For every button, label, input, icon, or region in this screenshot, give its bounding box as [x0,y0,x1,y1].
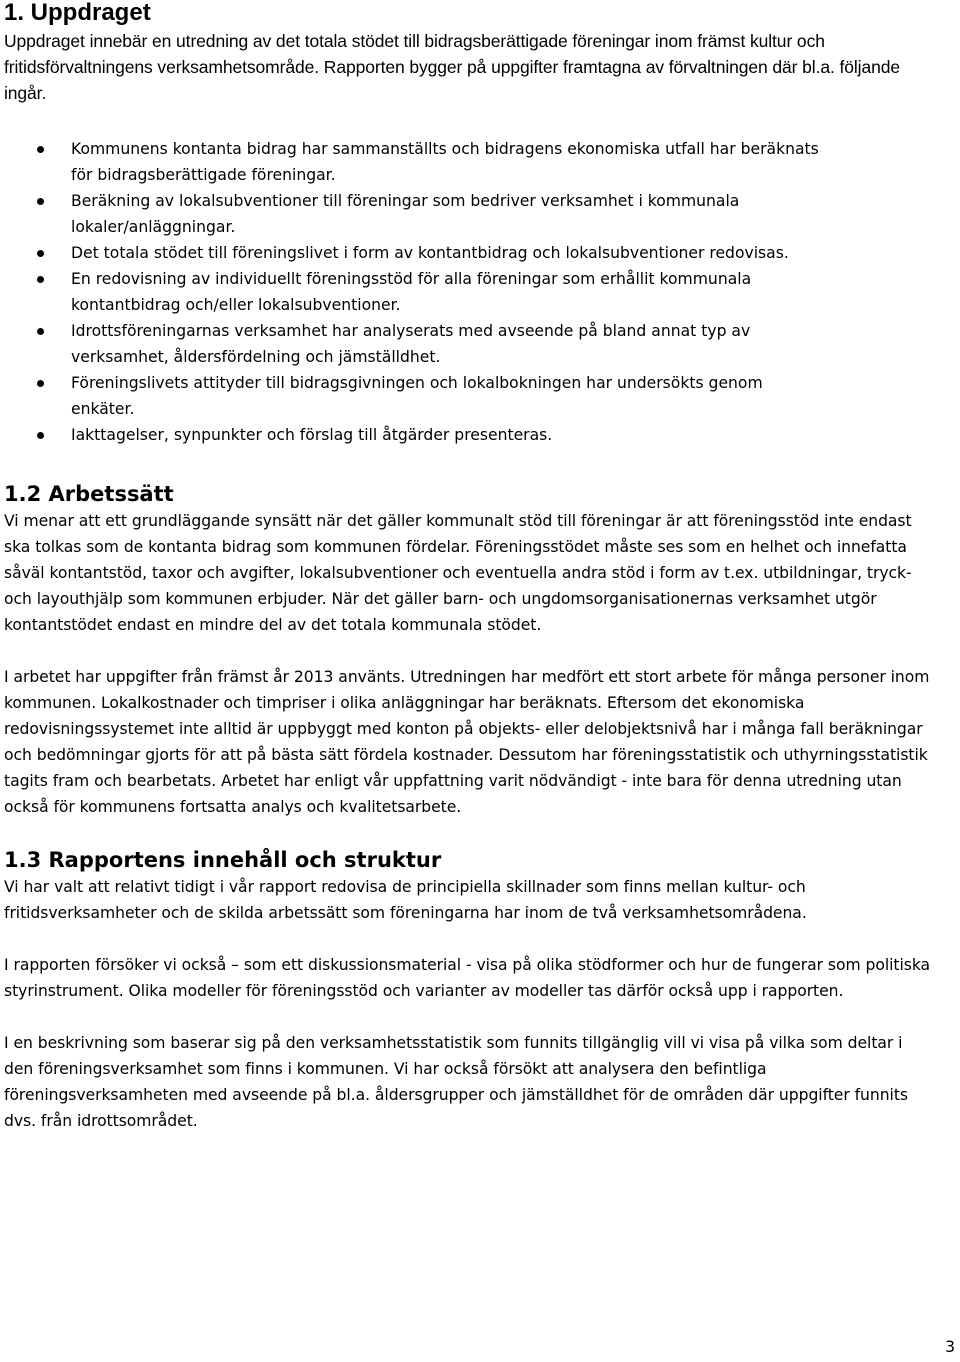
list-item-text: Föreningslivets attityder till bidragsgivningen och lokalbokningen har undersökts genom enkäter. [71,374,763,418]
section-heading-arbetssatt [4,480,934,508]
body-paragraph: I arbetet har uppgifter från främst år 2013 använts. Utredningen har medfört ett stort arbete för många personer inom kommunen. Lokalkostnader och timpriser i olika anläggningar har beräknats. Eftersom det ekonomiska redovisningssystemet inte alltid är uppbyggt med konton på objekts- eller delobjektsnivå har i många fall beräkningar och bedömningar gjorts för att på bästa sätt fördela kostnader. Dessutom har föreningsstatistik och uthyrningsstatistik tagits fram och bearbetats. Arbetet har enligt vår uppfattning varit nödvändigt - inte bara för denna utredning utan också för kommunens fortsatta analys och kvalitetsarbete. [4,668,930,816]
section-title: Arbetssätt [48,482,174,506]
list-item-text: Iakttagelser, synpunkter och förslag till åtgärder presenteras. [71,426,553,444]
bullet-icon [37,146,44,153]
section-title: Rapportens innehåll och struktur [48,848,442,872]
section-number: 1.3 [4,848,42,872]
page-number: 3 [945,1338,955,1356]
body-paragraph: Vi har valt att relativt tidigt i vår rapport redovisa de principiella skillnader som finns mellan kultur- och fritidsverksamheter och de skilda arbetssätt som föreningarna har inom de två verksamhetsområdena. [4,878,807,922]
list-item [4,422,934,448]
bullet-icon [37,328,44,335]
list-item [4,188,934,240]
intro-paragraph: Uppdraget innebär en utredning av det totala stödet till bidragsberättigade föreningar inom främst kultur och fritidsförvaltningens verksamhetsområde. Rapporten bygger på uppgifter framtagna av förvaltningen där bl.a. följande ingår. [4,31,900,103]
section-heading-rapportens-innehall [4,846,934,874]
section-body-rapportens-innehall [4,874,934,1134]
list-item [4,136,934,188]
body-paragraph: Vi menar att ett grundläggande synsätt när det gäller kommunalt stöd till föreningar är att föreningsstöd inte endast ska tolkas som de kontanta bidrag som kommunen fördelar. Föreningsstödet måste ses som en helhet och innefatta såväl kontantstöd, taxor och avgifter, lokalsubventioner och eventuella andra stöd i form av t.ex. utbildningar, tryck- och layouthjälp som kommunen erbjuder. När det gäller barn- och ungdomsorganisationernas verksamhet utgör kontantstödet endast en mindre del av det totala kommunala stödet. [4,512,912,634]
bullet-icon [37,380,44,387]
list-item-text: Idrottsföreningarnas verksamhet har analyserats med avseende på bland annat typ av verksamhet, åldersfördelning och jämställdhet. [71,322,751,366]
section-heading-uppdraget: 1. Uppdraget [4,0,151,26]
list-item [4,240,934,266]
bullet-icon [37,198,44,205]
body-paragraph: I en beskrivning som baserar sig på den verksamhetsstatistik som funnits tillgänglig vill vi visa på vilka som deltar i den föreningsverksamhet som finns i kommunen. Vi har också försökt att analysera den befintliga föreningsverksamheten med avseende på bl.a. åldersgrupper och jämställdhet för de områden där uppgifter funnits dvs. från idrottsområdet. [4,1034,908,1130]
document-page [4,0,934,1134]
section-body-arbetssatt [4,508,934,820]
list-item-text: Beräkning av lokalsubventioner till föreningar som bedriver verksamhet i kommunala lokaler/anläggningar. [71,192,740,236]
list-item [4,266,934,318]
list-item [4,370,934,422]
section-number: 1.2 [4,482,42,506]
bullet-icon [37,432,44,439]
list-item-text: En redovisning av individuellt föreningsstöd för alla föreningar som erhållit kommunala kontantbidrag och/eller lokalsubventioner. [71,270,752,314]
list-item [4,318,934,370]
task-bullet-list [4,136,934,448]
body-paragraph: I rapporten försöker vi också – som ett diskussionsmaterial - visa på olika stödformer och hur de fungerar som politiska styrinstrument. Olika modeller för föreningsstöd och varianter av modeller tas därför också upp i rapporten. [4,956,931,1000]
list-item-text: Kommunens kontanta bidrag har sammanställts och bidragens ekonomiska utfall har beräknats för bidragsberättigade föreningar. [71,140,819,184]
list-item-text: Det totala stödet till föreningslivet i form av kontantbidrag och lokalsubventioner redovisas. [71,244,789,262]
bullet-icon [37,276,44,283]
bullet-icon [37,250,44,257]
